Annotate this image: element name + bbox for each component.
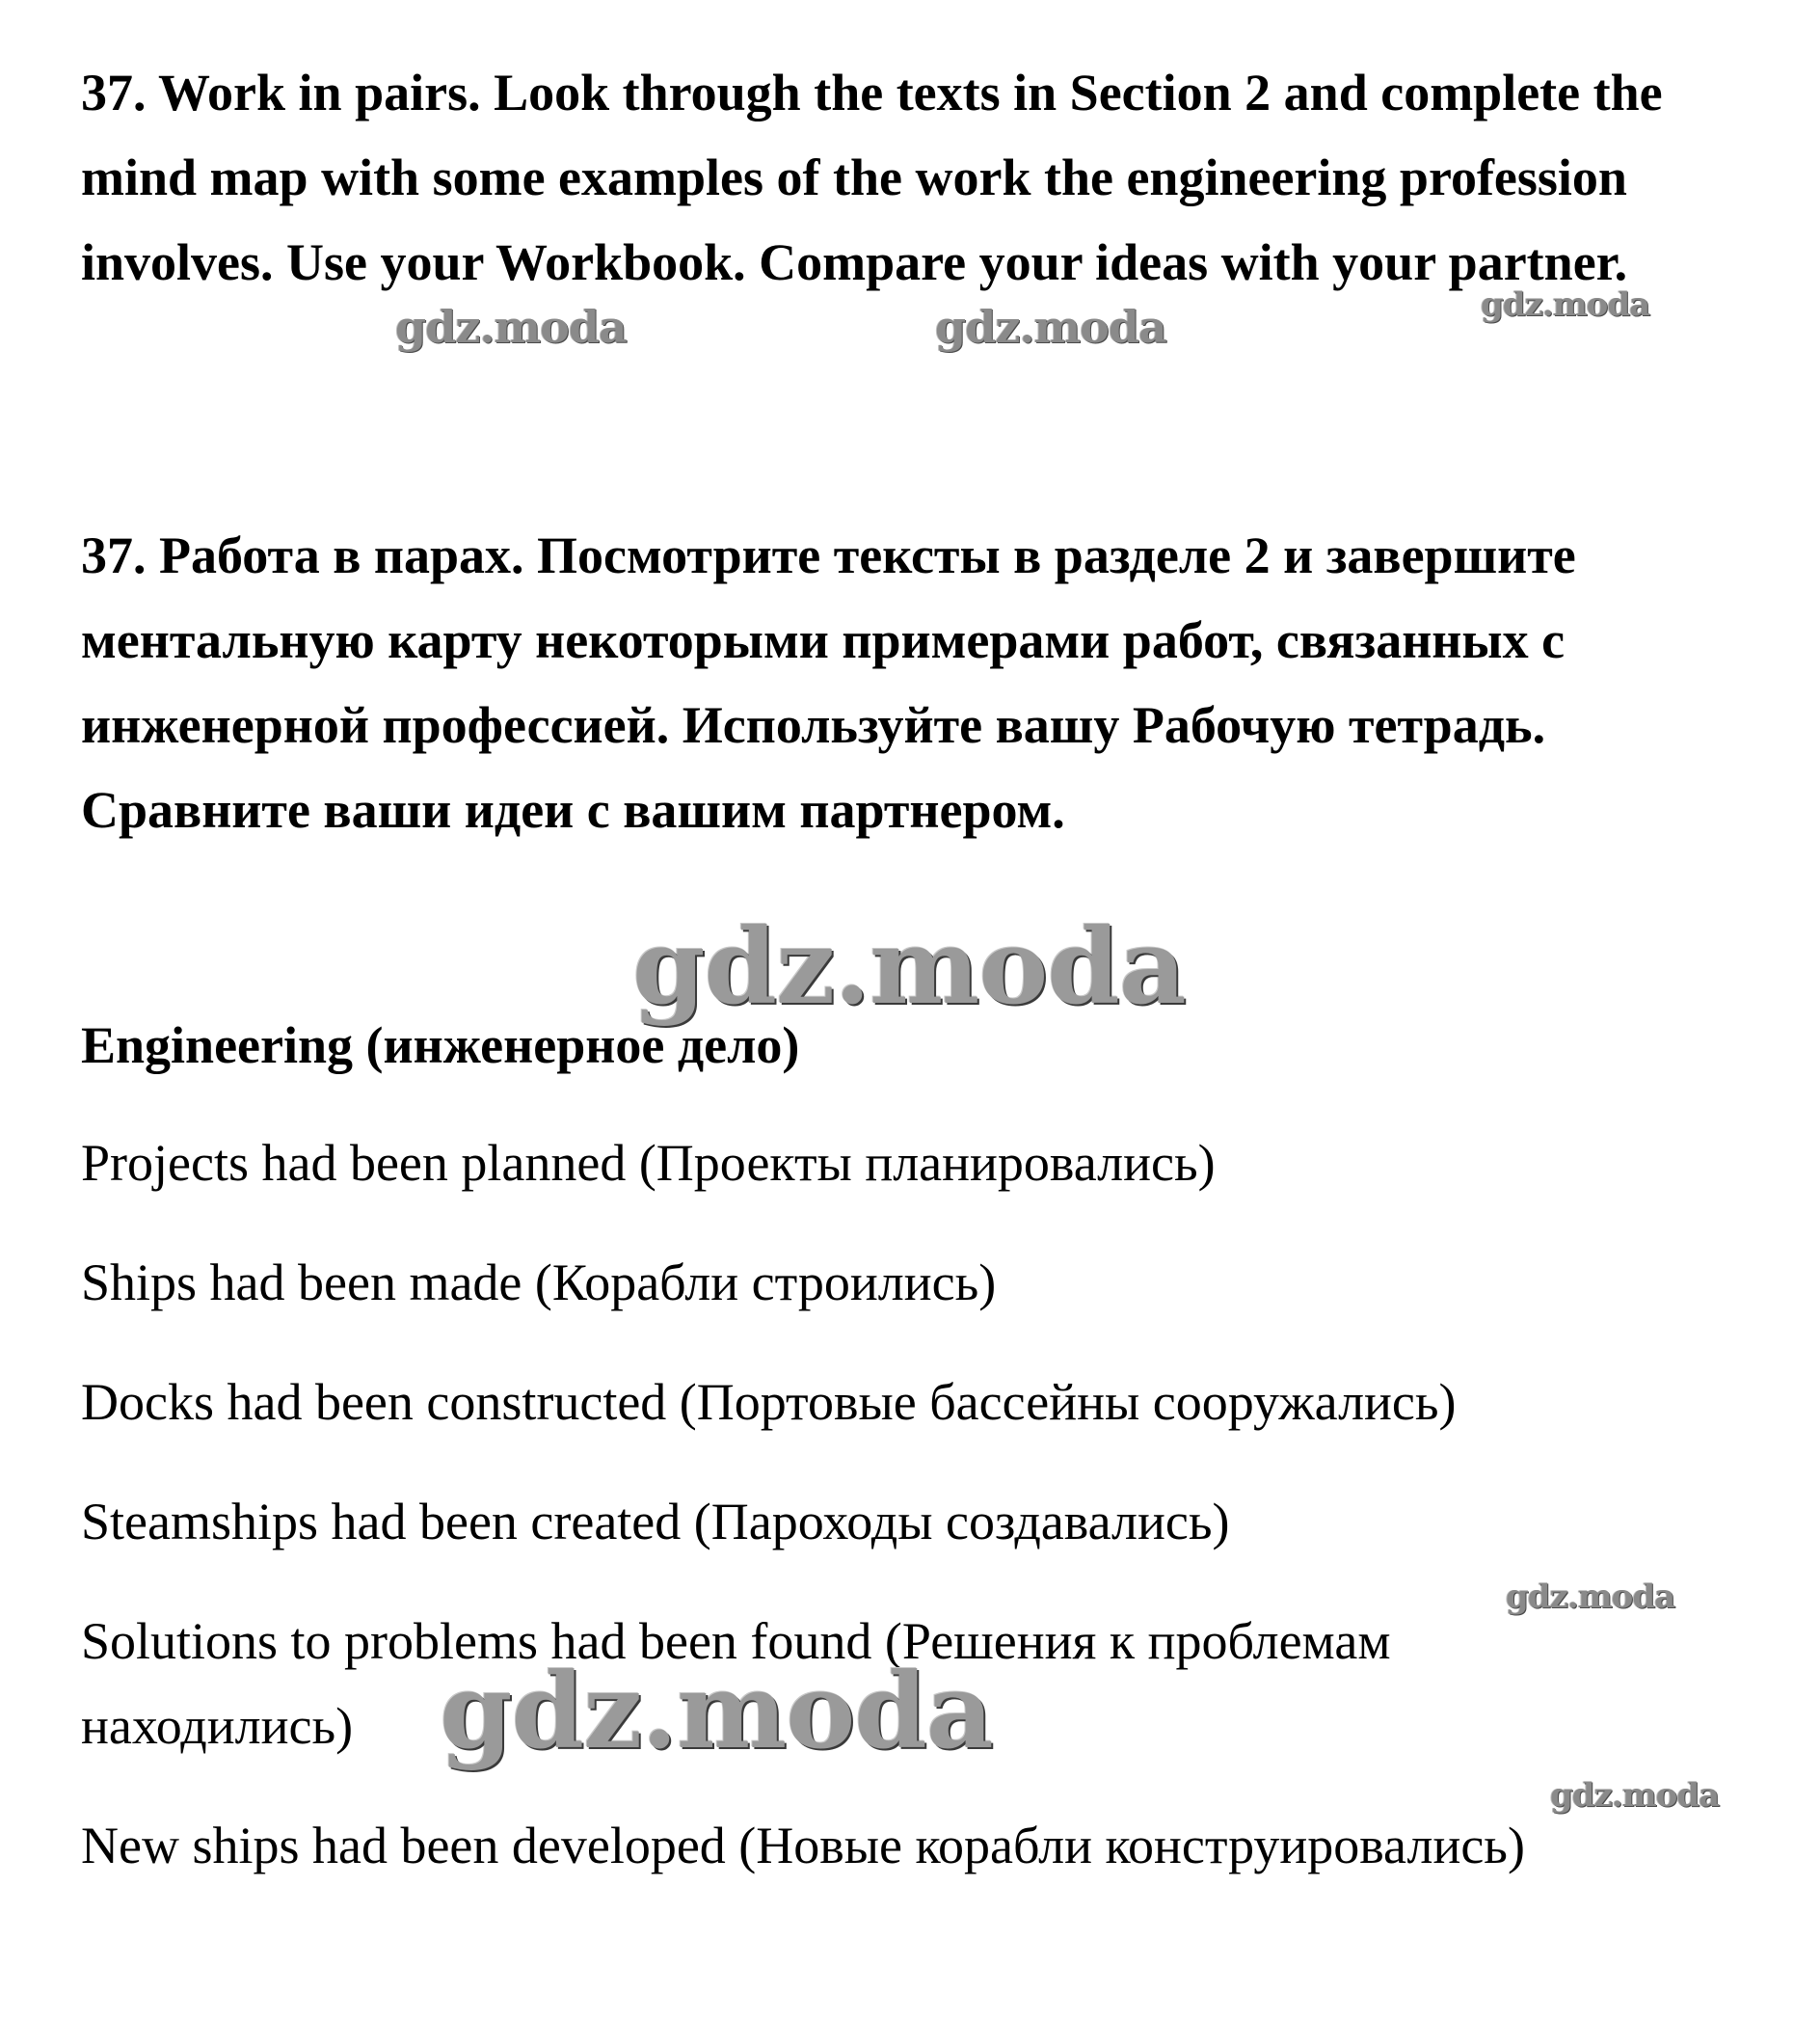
watermark: gdz.moda: [1506, 1577, 1675, 1616]
watermark: gdz.moda: [395, 301, 627, 353]
task-instruction-russian: 37. Работа в парах. Посмотрите тексты в разделе 2 и завершите ментальную карту некоторыми примерами работ, связанных с инженерной профессией. Используйте вашу Рабочую тетрадь. Сравните ваши идеи с вашим партнером.: [81, 526, 1576, 839]
mind-map-heading: Engineering (инженерное дело): [81, 1016, 800, 1074]
list-item: New ships had been developed (Новые корабли конструировались): [81, 1817, 1525, 1874]
list-item: Steamships had been created (Пароходы создавались): [81, 1493, 1230, 1550]
watermark: gdz.moda: [440, 1651, 993, 1772]
list-item: Solutions to problems had been found (Решения к проблемам находились): [81, 1612, 1391, 1755]
task-instruction-english: 37. Work in pairs. Look through the texts in Section 2 and complete the mind map with some examples of the work the engineering profession involves. Use your Workbook. Compare your ideas with your partner.: [81, 64, 1663, 291]
watermark: gdz.moda: [1481, 285, 1650, 324]
list-item: Projects had been planned (Проекты планировались): [81, 1134, 1216, 1192]
list-item: Docks had been constructed (Портовые бассейны сооружались): [81, 1373, 1457, 1431]
watermark: gdz.moda: [632, 906, 1186, 1028]
answer-list: [81, 1120, 1720, 1923]
list-item: Ships had been made (Корабли строились): [81, 1253, 997, 1311]
watermark: gdz.moda: [1550, 1776, 1720, 1815]
watermark: gdz.moda: [935, 301, 1166, 353]
